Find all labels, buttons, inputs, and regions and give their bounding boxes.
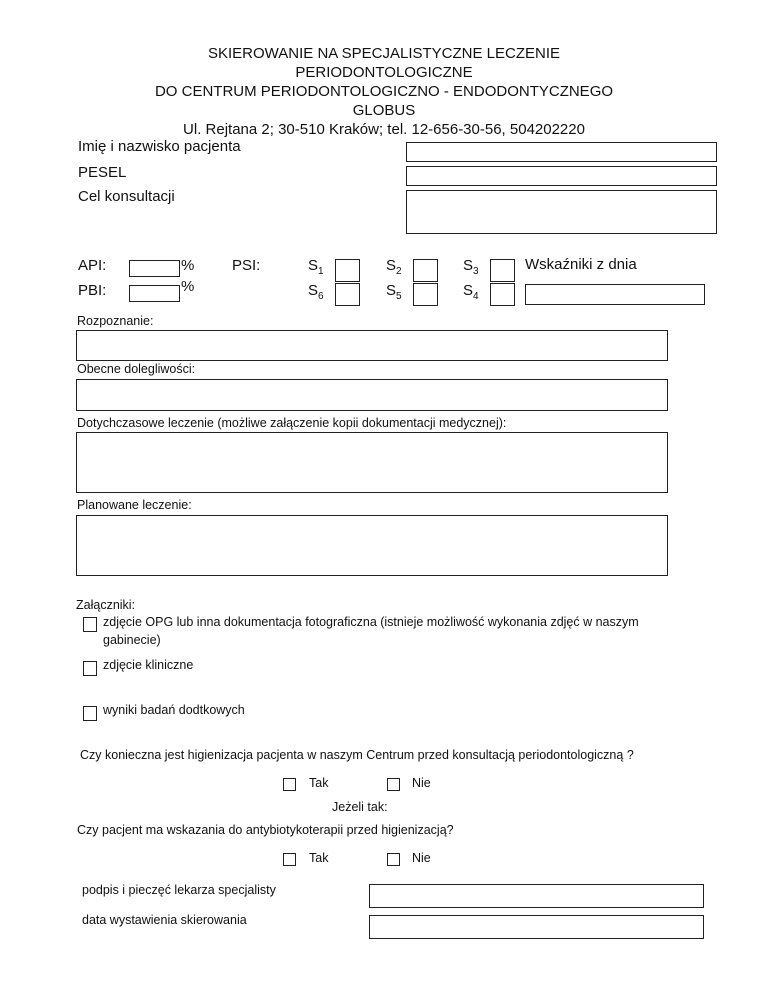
if-yes-label: Jeżeli tak: [332,800,388,814]
header-line-3: DO CENTRUM PERIODONTOLOGICZNO - ENDODONTYCZNEGO [154,83,614,100]
psi-s6-field[interactable] [335,283,360,306]
antibiotics-yes-checkbox[interactable] [283,853,296,866]
attachment-opg-label: zdjęcie OPG lub inna dokumentacja fotograficzna (istnieje możliwość wykonania zdjęć w naszym gabinecie) [103,615,639,647]
psi-s2-field[interactable] [413,259,438,282]
signature-field[interactable] [369,884,704,908]
attachment-opg-checkbox[interactable] [83,617,97,632]
hygiene-no-checkbox[interactable] [387,778,400,791]
previous-treatment-field[interactable] [76,432,668,493]
api-label: API: [78,257,107,274]
header-line-4: GLOBUS [352,102,416,119]
complaints-field[interactable] [76,379,668,411]
hygiene-yes-label: Tak [309,776,329,790]
api-percent: % [181,257,195,274]
header-line-1: SKIEROWANIE NA SPECJALISTYCZNE LECZENIE [207,45,561,62]
indices-date-field[interactable] [525,284,705,305]
complaints-label: Obecne dolegliwości: [77,362,196,376]
psi-s5-label: $S_5$ [386,282,402,302]
issue-date-field[interactable] [369,915,704,939]
psi-s4-label: $S_4$ [463,282,479,302]
attachments-title: Załączniki: [76,598,136,612]
signature-label: podpis i pieczęć lekarza specjalisty [82,883,276,897]
hygiene-question: Czy konieczna jest higienizacja pacjenta w naszym Centrum przed konsultacją periodontologiczną ? [80,748,634,762]
planned-treatment-label: Planowane leczenie: [77,498,192,512]
antibiotics-yes-label: Tak [309,851,329,865]
psi-s1-label: $S_1$ [308,257,324,277]
pbi-label: PBI: [78,282,107,299]
diagnosis-label: Rozpoznanie: [77,314,154,328]
api-field[interactable] [129,260,180,277]
header-address: Ul. Rejtana 2; 30-510 Kraków; tel. 12-656-30-56, 504202220 [183,121,585,138]
psi-s5-field[interactable] [413,283,438,306]
psi-s3-label: $S_3$ [463,257,479,277]
patient-name-label: Imię i nazwisko pacjenta [78,138,241,155]
hygiene-yes-checkbox[interactable] [283,778,296,791]
form-header [100,44,668,139]
psi-s1-field[interactable] [335,259,360,282]
pesel-label: PESEL [78,164,127,181]
issue-date-label: data wystawienia skierowania [82,913,247,927]
pbi-percent: % [181,278,195,295]
diagnosis-field[interactable] [76,330,668,361]
psi-label: PSI: [232,257,261,274]
previous-treatment-label: Dotychczasowe leczenie (możliwe załączenie kopii dokumentacji medycznej): [77,416,507,430]
antibiotics-no-checkbox[interactable] [387,853,400,866]
attachment-clinical-checkbox[interactable] [83,661,97,676]
pbi-field[interactable] [129,285,180,302]
psi-s3-field[interactable] [490,259,515,282]
pesel-field[interactable] [406,166,717,186]
antibiotics-question: Czy pacjent ma wskazania do antybiotykoterapii przed higienizacją? [77,823,454,837]
hygiene-no-label: Nie [412,776,431,790]
indices-date-label: Wskaźniki z dnia [525,256,637,273]
consult-goal-field[interactable] [406,190,717,234]
antibiotics-no-label: Nie [412,851,431,865]
consult-goal-label: Cel konsultacji [78,188,175,205]
attachment-clinical-label: zdjęcie kliniczne [103,658,194,672]
attachment-results-checkbox[interactable] [83,706,97,721]
planned-treatment-field[interactable] [76,515,668,576]
psi-s6-label: $S_6$ [308,282,324,302]
patient-name-field[interactable] [406,142,717,162]
header-line-2: PERIODONTOLOGICZNE [295,64,473,81]
psi-s4-field[interactable] [490,283,515,306]
psi-s2-label: $S_2$ [386,257,402,277]
attachment-results-label: wyniki badań dodtkowych [103,703,245,717]
